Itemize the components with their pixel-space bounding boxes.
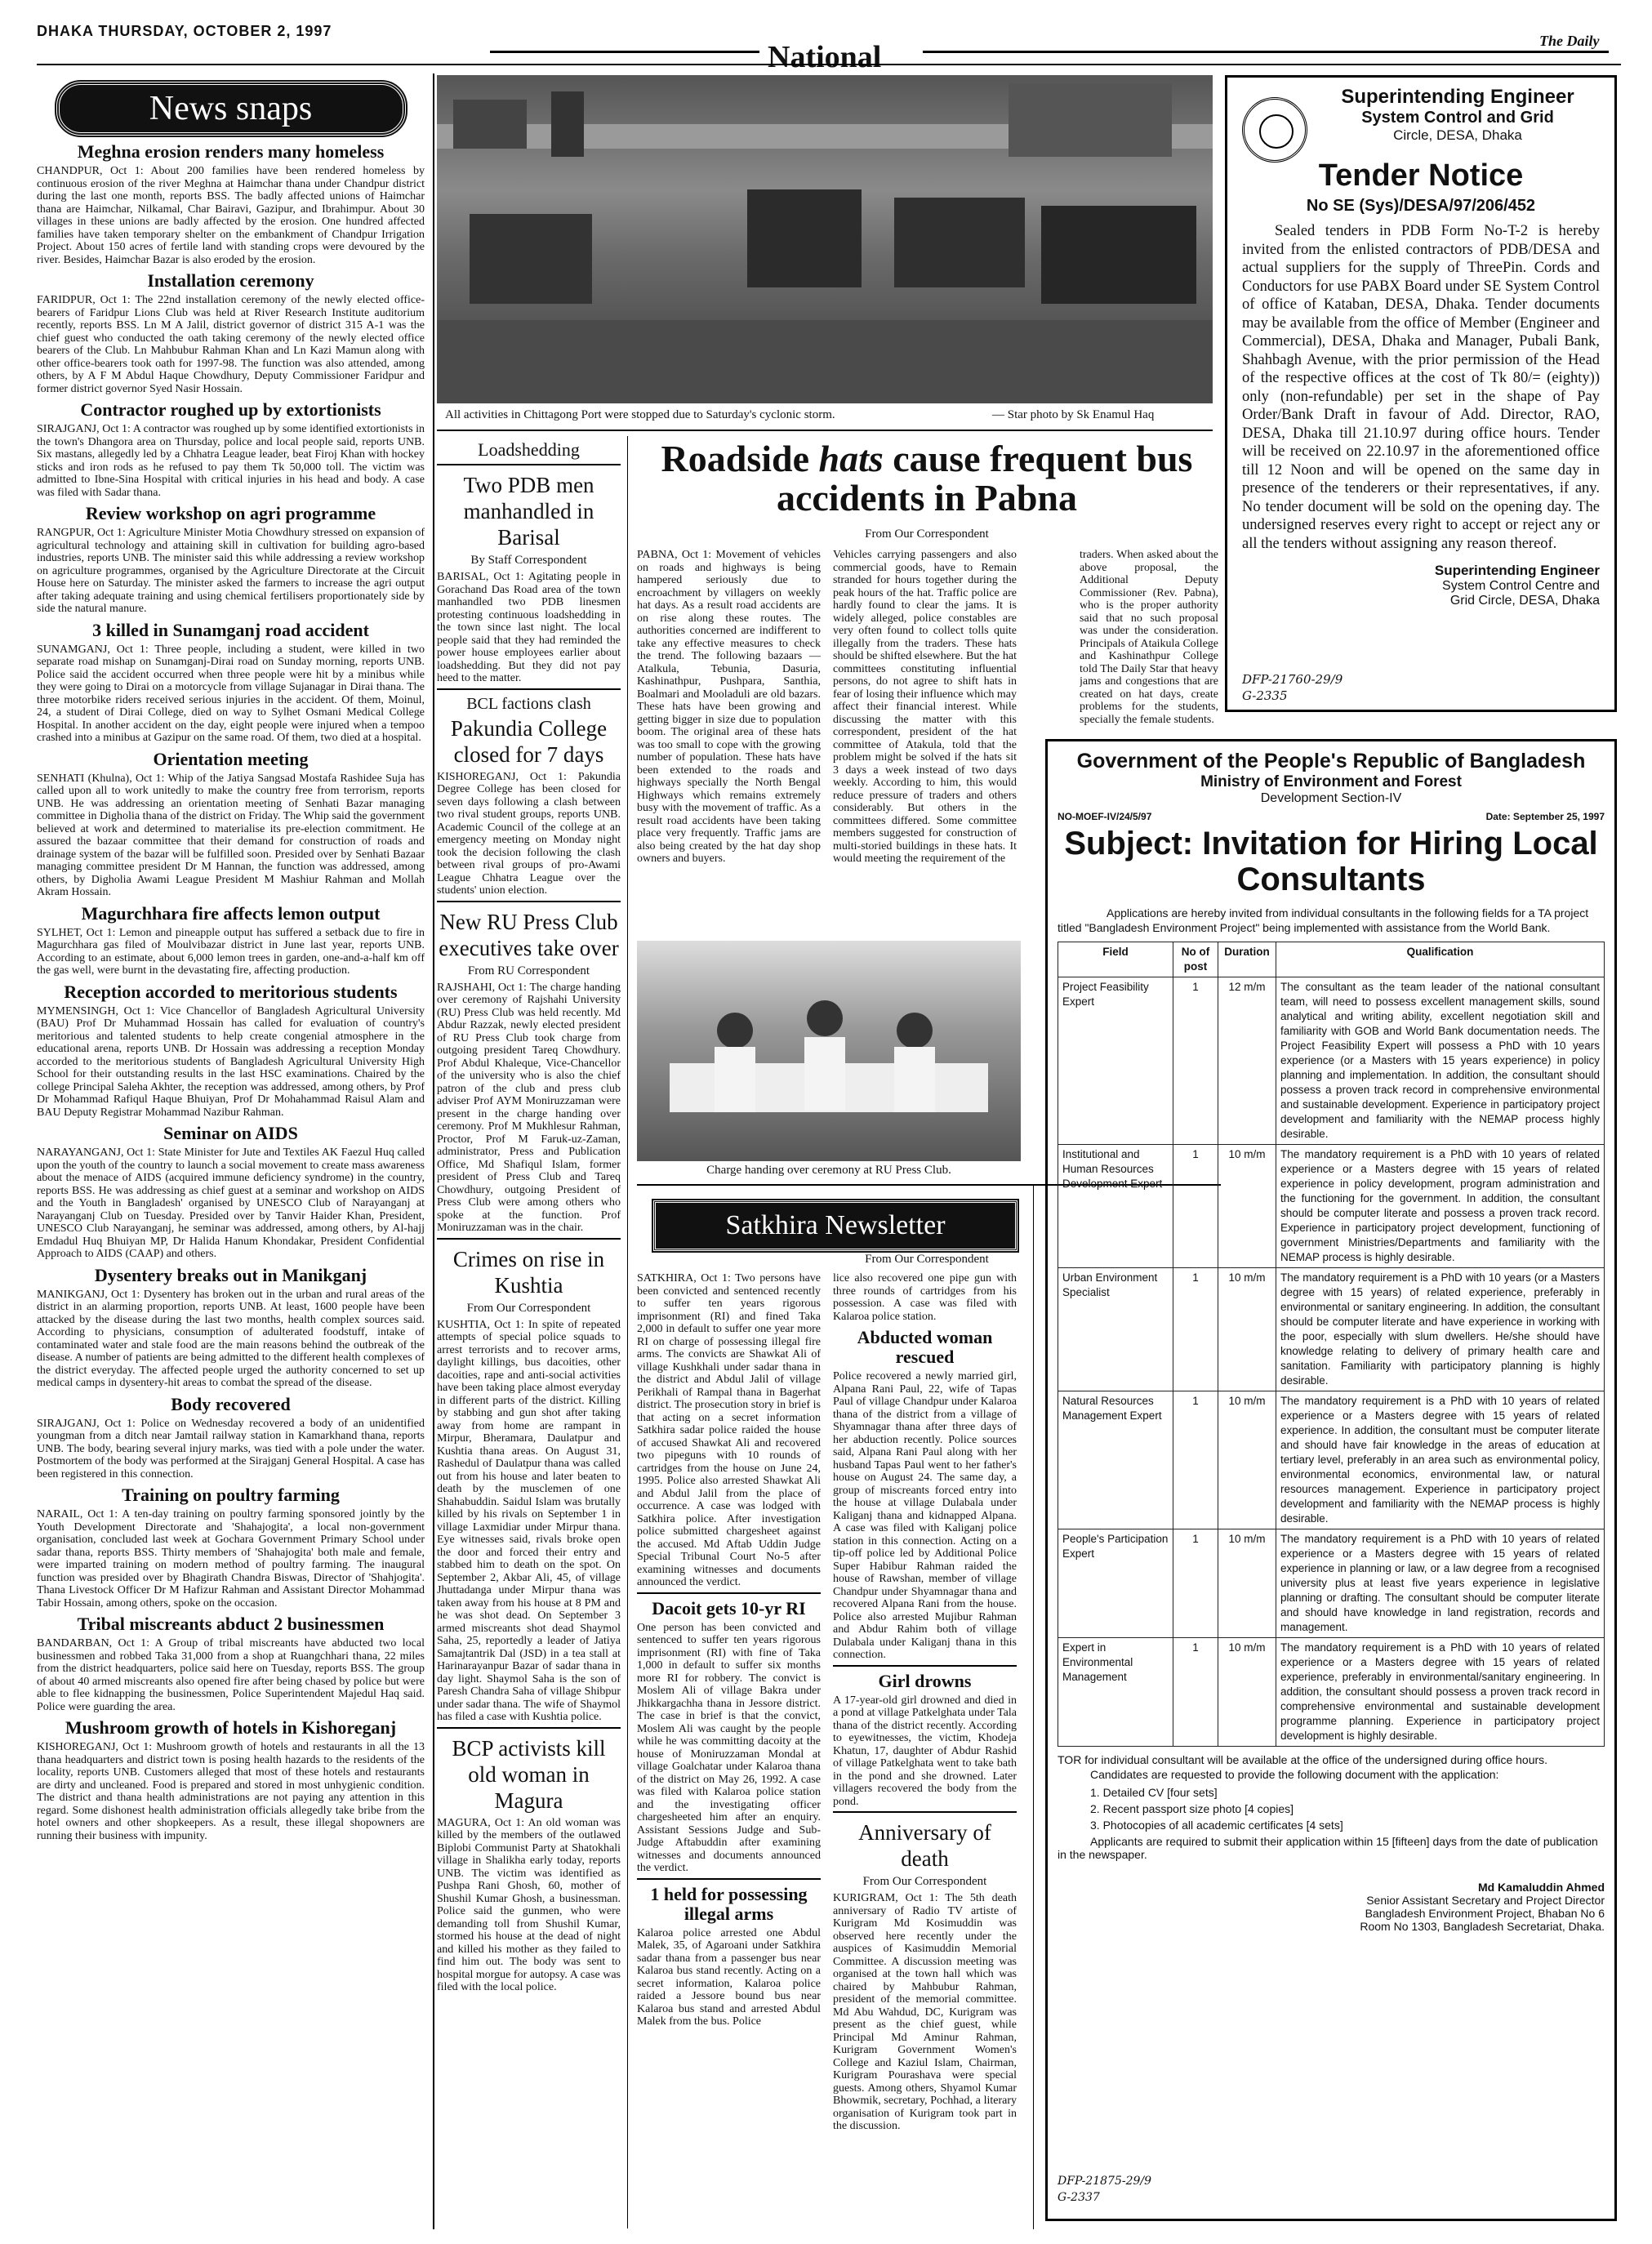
- ru-press-club-photo: [637, 941, 1021, 1161]
- masthead-logo: The Daily: [1539, 33, 1600, 49]
- kushtia-body: KUSHTIA, Oct 1: In spite of repeated attempts of special police squads to arrest terrorists and to recover arms, daylight killings, bus dacoities, other dacoities, rape and anti-social activities have been taking place almost everyday in different parts of the district. Killing by stabbing and gun shot after taking away from home are rampant in Mirpur, Bheramara, Daulatpur and Kushtia thana areas. On August 31, Rashedul of Daulatpur thana was called out from his house and later beaten to death by the musclemen of one Shahabuddin. Saidul Islam was brutally killed by his rivals on September 1 in village Laxmidiar under Mirpur thana. Eye witnesses said, rivals broke open the door and forced their entry and stabbed him to death on the spot. On September 2, Akbar Ali, 45, of village Jhuttadanga under Mirpur thana was taken away from his house at 8 PM and he was shot dead. On September 3 armed miscreants shot dead Shaymol Saha, 25, reportedly a leader of Jatiya Samajtantrik Dal (JSD) in a tea stall at Harinarayanpur Bazar of sadar thana in day light. Shaymol Saha is the son of Paresh Chandra Saha of village Shibpur under sadar thana. The wife of Shaymol has filed a case with Kushtia police.: [437, 1318, 621, 1723]
- tender-ref: No SE (Sys)/DESA/97/206/452: [1306, 197, 1536, 215]
- snap-body: MANIKGANJ, Oct 1: Dysentery has broken out in the urban and rural areas of the district in an alarming proportion, reports UNB. At least, 1600 people have been attacked by the disease during the last two months, health complex sources said. According to physicians, consumption of adulterated foodstuff, intake of contaminated water and stale food are the main reasons behind the outbreak of the disease. A number of patients are being admitted to the different health complexes of the district everyday. The affected people urged the authority concerned to set up medical camps in dysentery-hit areas to combat the spread of the disease.: [37, 1288, 425, 1389]
- consult-cell-qual: The mandatory requirement is a PhD with 10 years of related experience or a Masters degree with 15 years of related experience, preferably in environmental/sanitary engineering. In addition, the consultant should possess a proven track record in comprehensive environmental and sustainable development programme planning. Experience in participatory project development is highly desirable.: [1276, 1638, 1605, 1747]
- consult-ref-row: [1058, 811, 1605, 822]
- consult-header-cell: Field: [1058, 942, 1173, 977]
- pabna-col-3: [1080, 549, 1218, 737]
- consult-tor: TOR for individual consultant will be available at the office of the undersigned during office hours.: [1058, 1753, 1548, 1766]
- photo-top-credit: — Star photo by Sk Enamul Haq: [992, 408, 1155, 421]
- pakundia-kicker: BCL factions clash: [466, 694, 591, 713]
- pabna-headline-em: hats: [818, 438, 884, 479]
- snap-headline: Magurchhara fire affects lemon output: [81, 902, 381, 924]
- consult-row: [1058, 1268, 1605, 1391]
- satkhira-right-rule: [1033, 1186, 1034, 2229]
- tender-sign-2: System Control Centre and: [1442, 579, 1600, 593]
- consult-cell-posts: 1: [1173, 1638, 1218, 1747]
- port-scene-graphic: [437, 75, 1213, 403]
- consult-cell-field: Project Feasibility Expert: [1058, 977, 1173, 1145]
- news-snaps-column: [37, 73, 434, 2229]
- dateline: DHAKA THURSDAY, OCTOBER 2, 1997: [37, 23, 332, 39]
- anniversary-headline: Anniversary of death: [858, 1820, 991, 1871]
- tender-sign-1: Superintending Engineer: [1434, 563, 1600, 578]
- consult-cell-posts: 1: [1173, 1529, 1218, 1638]
- pakundia-headline: Pakundia College closed for 7 days: [450, 715, 608, 767]
- arms-body: Kalaroa police arrested one Abdul Malek, 35, of Agaroani under Satkhira sadar thana from a passenger bus near Kalaroa bus stand recently. Acting on a secret information, Kalaroa police raided a Jessore bound bus near Kalaroa bus stand and arrested Abdul Malek from the bus. Police: [637, 1926, 821, 2028]
- anniversary-byline: From Our Correspondent: [862, 1875, 987, 1888]
- snap-body: RANGPUR, Oct 1: Agriculture Minister Motia Chowdhury stressed on expansion of agricultural technology and attaining skill in cultivation for building agro-based industries, reports UNB. The minister said this while addressing a review workshop on agriculture programmes, organised by the Agriculture Directorate at the Circuit House here on Saturday. The minister asked the farmers to increase the agri output after taking adequate training and using chemical fertilisers proportionately side by side the natural manure.: [37, 527, 425, 615]
- satkhira-banner: Satkhira Newsletter: [653, 1200, 1017, 1251]
- tender-dfp-1: DFP-21760-29/9: [1242, 672, 1343, 687]
- girl-headline: Girl drowns: [878, 1670, 972, 1691]
- consult-req-item: 3. Photocopies of all academic certificates [4 sets]: [1090, 1819, 1343, 1832]
- snap-headline: Seminar on AIDS: [163, 1123, 298, 1143]
- rule: [437, 1727, 621, 1729]
- snap-headline: Body recovered: [171, 1393, 291, 1414]
- snap-body: SIRAJGANJ, Oct 1: Police on Wednesday recovered a body of an unidentified youngman from a ditch near Jamtail railway station in Kamarkhand thana, reports UNB. The body, bearing several injury marks, was tied with a pole under the water. Postmortem of the body was performed at the Sirajganj General Hospital. A case has been registered in this connection.: [37, 1417, 425, 1480]
- consult-deadline: Applicants are required to submit their application within 15 [fifteen] days from the date of publication in the newspaper.: [1058, 1835, 1598, 1861]
- snap-body: NARAIL, Oct 1: A ten-day training on poultry farming sponsored jointly by the Youth Development Directorate and 'Shahajogita', a local non-government organisation, concluded last week at Gochara Government Primary School under sadar thana, reports BSS. Thirty members of 'Shahajogita' both male and female, were imparted training on modern method of poultry farming. The inaugural function was presided over by Bhagirath Chandra Biswas, Director of 'Shahjogita'. Thana Livestock Officer Dr M Hafizur Rahman and Assistant Director Mohammad Tabir Hossain, among others, spoke on the occasion.: [37, 1508, 425, 1610]
- snap-headline: Review workshop on agri programme: [85, 503, 376, 523]
- consult-cell-qual: The mandatory requirement is a PhD with 10 years of related experience or a Masters degree with 15 years of related experience in planning or law, or a law degree from a recognised university plus at least five years experience in legislative planning or drafting. The consultant should be computer literate and should have knowledge in land registration, records and management.: [1276, 1529, 1605, 1638]
- snap-headline: Tribal miscreants abduct 2 businessmen: [77, 1614, 385, 1634]
- consult-cell-qual: The consultant as the team leader of the national consultant team, will need to possess excellent management skills, sound analytical and writing ability, excellent negotiation skill and familiarity with GOB and World Bank documentation needs. The Project Feasibility Expert will possess a PhD with 10 years experience (or a Masters with 15 years experience) in policy planning and implementation. In addition, the consultant should possess a proven track record in comprehensive environmental and sustainable development. Experience in participatory project development and familiarity with the NEMAP process highly desirable.: [1276, 977, 1605, 1145]
- rule: [437, 464, 621, 465]
- snap-body: SENHATI (Khulna), Oct 1: Whip of the Jatiya Sangsad Mostafa Rashidee Suja has called upon all to work unitedly to make the country free from terrorism, reports UNB. He was addressing an orientation meeting of Senhati Bazar managing committee in Digholia thana of the district on Friday. The Whip said the government believed at work and determined to materialise its pre-election commitment. He assured the bazaar committee that their demand for construction of roads and drainage system of the bazar will be fulfilled soon. Presided over by Senhati Bazaar managing committee president Dr M Hannan, the function was addressed, among others, by Digholia Awami League President M Mashiur Rahman and Mollah Akram Hossain.: [37, 772, 425, 898]
- dacoit-headline: Dacoit gets 10-yr RI: [652, 1597, 806, 1618]
- snap-body: FARIDPUR, Oct 1: The 22nd installation ceremony of the newly elected office-bearers of Faridpur Lions Club was held at River Research Institute auditorium recently, reports BSS. Ln M A Jalil, district governor of district 315 A-1 was the chief guest who conducted the oath taking ceremony of the newly elected office bearers of the Club. Ln Mahbubur Rahman Khan and Ln Kazi Mamun along with other office-bearers took oath for 1997-98. The function was also attended, among others, by A F M Abdul Haque Chowdhury, Deputy Commissioner Faridpur and former district governor Syed Nasir Hossain.: [37, 294, 425, 395]
- photo-mid-caption: Charge handing over ceremony at RU Press Club.: [706, 1164, 951, 1177]
- girl-body: A 17-year-old girl drowned and died in a pond at village Patkelghata under Tala thana of the district recently. According to eyewitnesses, the victim, Khodeja Khatun, 17, daughter of Abdur Rashid of village Patkelghata went to take bath in the pond and she drowned. Later villagers recovered the body from the pond.: [833, 1694, 1017, 1808]
- rule: [437, 901, 621, 902]
- snap-body: CHANDPUR, Oct 1: About 200 families have been rendered homeless by continuous erosion of the river Meghna at Haimchar thana under Chandpur district during the last one month, reports BSS. The badly affected unions of Haimchar thana are Haimchar, Nilkamal, Char Bairavi, Gazipur, and Ibrahimpur. About 30 villages in these unions are badly affected by the erosion. One hundred affected families have taken temporary shelter on the embankment of Chandpur Irrigation Project. About 150 acres of fertile land with standing crops were devoured by the river. Besides, Haimchar Bazar is also eroded by the erosion.: [37, 165, 425, 266]
- kushtia-headline: Crimes on rise in Kushtia: [452, 1246, 605, 1298]
- snap-headline: Contractor roughed up by extortionists: [80, 399, 381, 420]
- consult-row: [1058, 1638, 1605, 1747]
- anniversary-body: KURIGRAM, Oct 1: The 5th death anniversary of Radio TV artiste of Kurigram Md Kosimuddin was observed here recently under the auspices of Kasimuddin Memorial Committee. A discussion meeting was organised at the town hall which was chaired by Mahbubur Rahman, president of the memorial committee. Md Abu Wahdud, DC, Kurigram was present as the chief guest, while Principal Md Aminur Rahman, Kurigram Government Women's College and Kaziul Islam, Chairman, Kurigram Pourashava were special guests. Among others, Shyamol Kumar Bhowmik, secretary, Pochhad, a literary organisation of Kurigram took part in the discussion.: [833, 1892, 1017, 2132]
- snap-body: SIRAJGANJ, Oct 1: A contractor was roughed up by some identified extortionists in the town's Dhangora area on Thursday, police and local people said, reports UNB. Six mastans, allegedly led by a Chhatra League leader, beat Firoj Khan with hockey sticks and iron rods as he refused to pay them Tk 50,000 toll. The victim was admitted to Ibne-Sina Hospital with critical injuries in his head and body. A case was filed with Sadar thana.: [37, 423, 425, 499]
- pabna-byline: From Our Correspondent: [865, 528, 989, 541]
- pabna-col3-text: traders. When asked about the above proposal, the Additional Deputy Commissioner (Rev. Pabna), who is the proper authority said that no such proposal was under the consideration. Principals of Ataikula College and Kashinathpur College told The Daily Star that heavy jams and congestions that are created on hat days, create problems for the students, specially the female students.: [1080, 549, 1218, 726]
- consult-cell-duration: 10 m/m: [1218, 1638, 1276, 1747]
- kushtia-byline: From Our Correspondent: [466, 1301, 591, 1315]
- pabna-col-2: [833, 549, 1017, 939]
- snap-body: BANDARBAN, Oct 1: A Group of tribal miscreants have abducted two local businessmen and robbed Taka 31,000 from a shop at Ruangchhari thana, 22 miles from the district headquarters, police said here on Tuesday, reports BSS. The group of about 40 armed miscreants also opened fire after being chased by police but were able to flee kidnapping the businessmen, Police Superintendent Majedul Haq said. Police were guarding the area.: [37, 1637, 425, 1713]
- pakundia-body: KISHOREGANJ, Oct 1: Pakundia Degree College has been closed for seven days following a clash between two rival student groups, reports UNB. Academic Council of the college at an emergency meeting on Monday night took the decision following the clash between rival groups of pro-Awami League Chhatra League over the students' union election.: [437, 770, 621, 897]
- snap-headline: 3 killed in Sunamganj road accident: [92, 619, 369, 640]
- pabna-headline-pre: Roadside: [661, 438, 819, 479]
- satkhira-col1-text: SATKHIRA, Oct 1: Two persons have been convicted and sentenced recently to suffer ten years rigorous imprisonment (RI) and fined Taka 2,000 in default to suffer one year more RI on charge of possessing illegal fire arms. The convicts are Shawkat Ali of village Kushkhali under sadar thana in the district and Abdul Jalil of village Perikhali of Rampal thana in Bagerhat district. The prosecution story in brief is that acting on a secret information Satkhira sadar police raided the house of accused Shawkat Ali and recovered two pipeguns with 10 rounds of cartridges from the house on June 24, 1995. Police also arrested Shawkat Ali and Abdul Jalil from the place of occurrence. A case was lodged with Satkhira police. After investigation police submitted chargesheet against the accused. Md Aftab Uddin Judge Special Tribunal Court No-5 after examining witnesses and documents announced the verdict.: [637, 1272, 821, 1588]
- consult-cell-posts: 1: [1173, 977, 1218, 1145]
- consult-cell-duration: 10 m/m: [1218, 1529, 1276, 1638]
- satkhira-byline: From Our Correspondent: [865, 1253, 989, 1266]
- column-two: [437, 436, 628, 2228]
- snap-headline: Orientation meeting: [153, 748, 309, 769]
- consult-ref: NO-MOEF-IV/24/5/97: [1058, 811, 1152, 822]
- rule: [833, 1811, 1017, 1813]
- consult-cell-qual: The mandatory requirement is a PhD with 10 years (or a Masters degree with 15 years) of related experience, preferably in environmental or sanitary engineering. In addition, the consultant should be computer literate and have experience in working with the poor, especially with slum dwellers. He/she should have knowledge relating to delivery of primary health care and sanitation. Familiarity with participatory planning is highly desirable.: [1276, 1268, 1605, 1391]
- consult-row: [1058, 1145, 1605, 1268]
- consult-req-item: 1. Detailed CV [four sets]: [1090, 1786, 1218, 1799]
- snap-headline: Mushroom growth of hotels in Kishoreganj: [65, 1717, 397, 1738]
- consult-row: [1058, 1391, 1605, 1529]
- pabna-col-1: [637, 549, 821, 939]
- consult-cell-posts: 1: [1173, 1145, 1218, 1268]
- snap-headline: Installation ceremony: [147, 270, 314, 291]
- satkhira-col2-text: lice also recovered one pipe gun with three rounds of cartridges from his possession. A case was filed with Kalaroa police station.: [833, 1272, 1017, 1323]
- section-rule-right: [923, 51, 1609, 53]
- snap-body: SUNAMGANJ, Oct 1: Three people, including a student, were killed in two separate road mishap on Sunamganj-Dirai road on Sunday morning, reports UNB. Police said the accident occurred when three people were hit by a minibus while they were going to Dirai on a motorcycle from village Sujanagar in Dirai thana. The three motorbike riders received serious injuries in the accident. Of them, Moinul, 24, a student of Dirai College, died on way to Sylhet Osmani Medical College Hospital. In another accident on the day, eight people were injured when a tempoo crashed into a minibus at Gazipur on the same road. Of them, two died at a hospital.: [37, 643, 425, 744]
- top-rule: [37, 64, 1621, 65]
- rule: [637, 1592, 821, 1594]
- snap-body: KISHOREGANJ, Oct 1: Mushroom growth of hotels and restaurants in all the 13 thana headquarters and district town is posing health hazards to the residents of the locality, reports UNB. Customers alleged that most of these hotels and restaurants are dirty and uncleaned. Food is prepared and stored in most unhygienic condition. The district and thana health administrations are not paying any attention in this regard. Some dishonest health administration officials allegedly take bribe from the hotel owners and other shopkeepers. As a result, these illegal shopowners are running their business with impunity.: [37, 1741, 425, 1842]
- consult-dfp-1: DFP-21875-29/9: [1058, 2175, 1152, 2188]
- snap-body: SYLHET, Oct 1: Lemon and pineapple output has suffered a setback due to fire in Magurchhara gas filed of Moulvibazar district in June last year, reports UNB. According to an estimate, about 6,000 lemon trees in garden, one-and-a-half km off the gas well, were burnt in the devastating fire, affecting production.: [37, 926, 425, 977]
- rule: [637, 1878, 821, 1880]
- consult-signer-3: Bangladesh Environment Project, Bhaban No 6: [1365, 1907, 1605, 1920]
- chittagong-port-photo: [437, 75, 1213, 403]
- consult-req-item: 2. Recent passport size photo [4 copies]: [1090, 1802, 1294, 1815]
- snap-headline: Dysentery breaks out in Manikganj: [94, 1264, 367, 1285]
- satkhira-col-2: [833, 1272, 1017, 2228]
- consult-intro: Applications are hereby invited from individual consultants in the following fields for a TA project titled "Bangladesh Environment Project" being implemented with assistance from the World Bank.: [1058, 906, 1589, 934]
- consult-signer: Md Kamaluddin Ahmed: [1477, 1881, 1605, 1894]
- tender-org-2: System Control and Grid: [1361, 109, 1554, 127]
- rule: [437, 1238, 621, 1240]
- pabna-col1-text: PABNA, Oct 1: Movement of vehicles on roads and highways is being hampered seriously due to encroachment by villagers on weekly hat days. As a result road accidents are on rise along these routes. The authorities concerned are indifferent to take any effective measures to check the trend. The following bazaars — Atalkula, Tebunia, Dasuria, Kashinathpur, Pushpara, Santhia, Boalmari and Mooladuli are old bazars. These hats have been growing and getting bigger in size due to population boom. The original area of these hats was too small to cope with the growing number of population. These hats have been extended to the roads and highways specially the North Bengal Highways which remains extremely busy with the movement of traffic. As a result road accidents have been taking place very frequently. Traffic jams are also being created by the hat day shop owners and buyers.: [637, 549, 821, 865]
- consult-cell-duration: 10 m/m: [1218, 1268, 1276, 1391]
- consult-date: Date: September 25, 1997: [1485, 811, 1605, 822]
- consult-row: [1058, 1529, 1605, 1638]
- loadshedding-body: BARISAL, Oct 1: Agitating people in Gorachand Das Road area of the town manhandled two PDB linesmen protesting continuous loadshedding in the town since last night. The local people said that they had reminded the power house employees earlier about loadshedding. But they did not pay heed to the matter.: [437, 571, 621, 684]
- consult-cell-posts: 1: [1173, 1391, 1218, 1529]
- consult-header-cell: No of post: [1173, 942, 1218, 977]
- consult-req-intro: Candidates are requested to provide the following document with the application:: [1090, 1768, 1499, 1781]
- consult-cell-posts: 1: [1173, 1268, 1218, 1391]
- consult-cell-field: Institutional and Human Resources Development Expert: [1058, 1145, 1173, 1268]
- section-rule-left: [490, 51, 759, 53]
- consult-ministry: Ministry of Environment and Forest: [1200, 773, 1462, 790]
- tender-sign-3: Grid Circle, DESA, Dhaka: [1449, 594, 1600, 608]
- ru-press-body: RAJSHAHI, Oct 1: The charge handing over ceremony of Rajshahi University (RU) Press Club was held recently. Md Abdur Razzak, newly elected president of RU Press Club took charge from outgoing president Tareq Chowdhury. Prof Abdul Khaleque, Vice-Chancellor of the university who is also the chief patron of the club and press club adviser Prof AYM Moniruzzaman were present in the charge handing over ceremony. Prof M Mukhlesur Rahman, Proctor, Prof M Faruk-uz-Zaman, administrator, Press and Publication Office, Md Shafiqul Islam, former president of Press Club and Tareq Chowdhury, outgoing President of Press Club were among others who spoke at the function. Prof Moniruzzaman was in the chair.: [437, 981, 621, 1234]
- consult-header-cell: Duration: [1218, 942, 1276, 977]
- section-title: National: [768, 40, 882, 74]
- loadshedding-headline: Two PDB men manhandled in Barisal: [463, 473, 594, 550]
- dacoit-body: One person has been convicted and sentenced to suffer ten years rigorous imprisonment (RI) with fine of Taka 1,000 in default to suffer six months more RI for robbery. The convict is Moslem Ali of village Bakra under Jhikkargachha thana in Jessore district. The case in brief is that the convict, Moslem Ali was caught by the people while he was committing dacoity at the house of Moniruzzaman Mondal at village Goalchatar under Kalaroa thana of the district on May 26, 1992. A case was filed with Kalaroa police station and the investigating officer chargesheeted him after an enquiry. Assistant Sessions Judge and Sub-Judge Aftabuddin after examining witnesses and documents announced the verdict.: [637, 1621, 821, 1874]
- ru-press-byline: From RU Correspondent: [467, 964, 590, 977]
- ceremony-scene-graphic: [637, 941, 1021, 1161]
- consult-table: [1058, 942, 1605, 1747]
- consult-table-header: [1058, 942, 1605, 977]
- arms-headline: 1 held for possessing illegal arms: [650, 1883, 808, 1924]
- consult-cell-duration: 12 m/m: [1218, 977, 1276, 1145]
- tender-dfp-2: G-2335: [1242, 688, 1288, 703]
- consult-cell-field: Expert in Environmental Management: [1058, 1638, 1173, 1747]
- ru-press-headline: New RU Press Club executives take over: [439, 909, 619, 960]
- tender-body: Sealed tenders in PDB Form No-T-2 is hereby invited from the enlisted contractors of PDB/DESA and actual suppliers for the supply of ThreePin. Cords and Conductors for use PABX Board under SE System Control of office of Kataban, DESA, Dhaka. Tender documents may be available from the office of Member (Engineer and Commercial), DESA, Dhaka and Manager, Pubali Bank, Shahbagh Avenue, with the prior permission of the Head of the respective offices at the cost of Tk 80/= (eighty)) only (non-refundable) per set in the shape of Pay Order/Bank Draft in favour of Add. Director, RAO, DESA, Dhaka till 21.10.97 during office hours. Tender will be received on 22.10.97 in the aforementioned office till 12 Noon and will be opened on the same day in presence of the tenderers or their representatives, if any. No tender document will be sold on the opening day. The undersigned reserves every right to accept or reject any or all the tenders without assigning any reason thereof.: [1242, 223, 1600, 552]
- magura-body: MAGURA, Oct 1: An old woman was killed by the members of the outlawed Biplobi Communist Party at Shatokhali village in Shalikha early today, reports UNB. The victim was identified as Pushpa Rani Ghosh, 60, mother of Shushil Kumar Ghosh, a businessman. Police said the gunmen, who were demanding toll from Shushil Kumar, stormed his house at the dead of night and killed his mother as they failed to find him out. The body was sent to hospital morgue for autopsy. A case was filed with the local police.: [437, 1816, 621, 1993]
- loadshedding-kicker: Loadshedding: [478, 439, 580, 460]
- photo-top-caption: All activities in Chittagong Port were stopped due to Saturday's cyclonic storm.: [445, 408, 835, 421]
- abduct-headline: Abducted woman rescued: [857, 1327, 993, 1367]
- consult-cell-field: People's Participation Expert: [1058, 1529, 1173, 1638]
- consult-dfp-2: G-2337: [1058, 2191, 1100, 2204]
- snap-headline: Training on poultry farming: [122, 1485, 340, 1505]
- tender-org-1: Superintending Engineer: [1341, 86, 1574, 108]
- under-photo-rule: [437, 430, 1213, 431]
- pabna-headline-post: cause frequent bus accidents in Pabna: [776, 438, 1193, 519]
- consult-gov: Government of the People's Republic of Bangladesh: [1076, 750, 1586, 772]
- magura-headline: BCP activists kill old woman in Magura: [452, 1735, 606, 1813]
- loadshedding-byline: By Staff Correspondent: [470, 554, 587, 567]
- snap-body: NARAYANGANJ, Oct 1: State Minister for Jute and Textiles AK Faezul Huq called upon the youth of the country to launch a social movement to create mass awareness about the menace of AIDS (acquired immune deficiency syndrome) in the country, reports BSS. He was addressing as chief guest at a seminar and workshop on AIDS and the Youth in Bangladesh' organised by UNESCO Club of Narayanganj at Narayanganj Club on Tuesday. Presided over by Tanvir Haider Khan, President, UNESCO Club Narayanganj, he seminar was addressed, among others, by Al-hajj Emdadul Huq Bhuiyan MP, Dr Halida Hanum Khondakar, President Confidential Approach to AIDS (CAAP) and others.: [37, 1146, 425, 1260]
- consult-table-body: [1058, 977, 1605, 1747]
- news-snaps-list: [37, 142, 425, 1842]
- snap-body: MYMENSINGH, Oct 1: Vice Chancellor of Bangladesh Agricultural University (BAU) Prof Dr Muhammad Hossain has called for evaluation of country's meritorious and talented students to help create congenial atmosphere in the educational arena, reports UNB. Dr Hossain was addressing a reception Monday accorded to the meritorious students of Bangladesh Agricultural University High School for their outstanding results in the last HSC examinations. Chaired by the college Principal Saleha Akhter, the reception was addressed, among others, by Prof Dr Mohammad Rafiqul Haque Bhuiyan, Prof Dr Mohahammad Raisul Alam and BAU Deputy Registrar Mohammad Nazibur Rahman.: [37, 1004, 425, 1119]
- consult-cell-qual: The mandatory requirement is a PhD with 10 years of related experience or a Masters degree with 15 years of related experience. In addition, the consultant must be computer literate and should have fair knowledge in the areas of education at tertiary level, preferably in an area such as environmental policy, environmental economics, environmental law, or natural resources management. Experience in participatory project development and familiarity with the NEMAP process is highly desirable.: [1276, 1391, 1605, 1529]
- satkhira-col-1: [637, 1272, 821, 2228]
- consult-req-list: [1090, 1784, 1605, 1833]
- pabna-headline: [633, 439, 1221, 518]
- consult-cell-qual: The mandatory requirement is a PhD with 10 years of related experience or a Masters degree with 15 years of related experience in policy development, program administration and the functioning for the government. In addition, the consultant should be computer literate and possess a proven track record. Experience in participatory project development, functioning of government Ministries/Departments and familiarity with the NEMAP process is highly desirable.: [1276, 1145, 1605, 1268]
- tender-org-3: Circle, DESA, Dhaka: [1393, 127, 1522, 143]
- snap-headline: Reception accorded to meritorious students: [64, 981, 398, 1002]
- tender-title: Tender Notice: [1318, 158, 1524, 193]
- consult-section: Development Section-IV: [1260, 791, 1402, 805]
- pabna-col2-text: Vehicles carrying passengers and also commercial goods, have to Remain stranded for hours together during the peak hours of the hat. Traffic police are hardly found to clear the jams. It is widely alleged, police constables are very often found to collect tolls quite illegally from the traders. These hats should be shifted elsewhere. But the hat committees constituting influential persons, do not agree to shift hats in fear of losing their influence which may affect their financial interest. While discussing the matter with this correspondent, president of the hat committee of Atakula, told that the problem might be solved if the hats sit 3 days a week instead of two days weekly. According to him, this would reduce pressure of traders and others considerably. But others in the committees differed. Some committee members suggested for construction of multi-storied buildings in these hats. It would meeting the requirement of the: [833, 549, 1017, 865]
- consult-subject: Subject: Invitation for Hiring Local Consultants: [1064, 826, 1598, 897]
- consult-cell-field: Urban Environment Specialist: [1058, 1268, 1173, 1391]
- rule: [437, 688, 621, 690]
- snap-headline: Meghna erosion renders many homeless: [77, 141, 385, 162]
- tender-notice: [1225, 75, 1617, 712]
- desa-seal-icon: [1242, 97, 1307, 163]
- news-snaps-banner: News snaps: [56, 82, 406, 136]
- consult-header-cell: Qualification: [1276, 942, 1605, 977]
- consult-cell-duration: 10 m/m: [1218, 1145, 1276, 1268]
- consult-signer-4: Room No 1303, Bangladesh Secretariat, Dhaka.: [1360, 1920, 1605, 1933]
- consult-row: [1058, 977, 1605, 1145]
- consult-signer-2: Senior Assistant Secretary and Project Director: [1366, 1894, 1605, 1907]
- consult-cell-field: Natural Resources Management Expert: [1058, 1391, 1173, 1529]
- abduct-body: Police recovered a newly married girl, Alpana Rani Paul, 22, wife of Tapas Paul of village Chandpur under Kalaroa thana of the district from a village of Shyamnagar thana after three days of her abduction recently. Police sources said, Alpana Rani Paul along with her husband Tapas Paul went to her father's house on August 24. The same day, a group of miscreants forced entry into the house at village Dulabala under Kaliganj thana and kidnapped Alpana. A case was filed with Kaliganj police station in this connection. Acting on a tip-off police led by Additional Police Super Habibur Rahman raided the house of Rawshan, member of village Chandpur under Shyamnagar thana and recovered Alpana Rani from the house. Police also arrested Mujibur Rahman and Abdur Rahim both of village Dulabala under Kaliganj thana in this connection.: [833, 1370, 1017, 1661]
- rule: [833, 1665, 1017, 1667]
- consultants-notice: [1045, 739, 1617, 2221]
- consult-cell-duration: 10 m/m: [1218, 1391, 1276, 1529]
